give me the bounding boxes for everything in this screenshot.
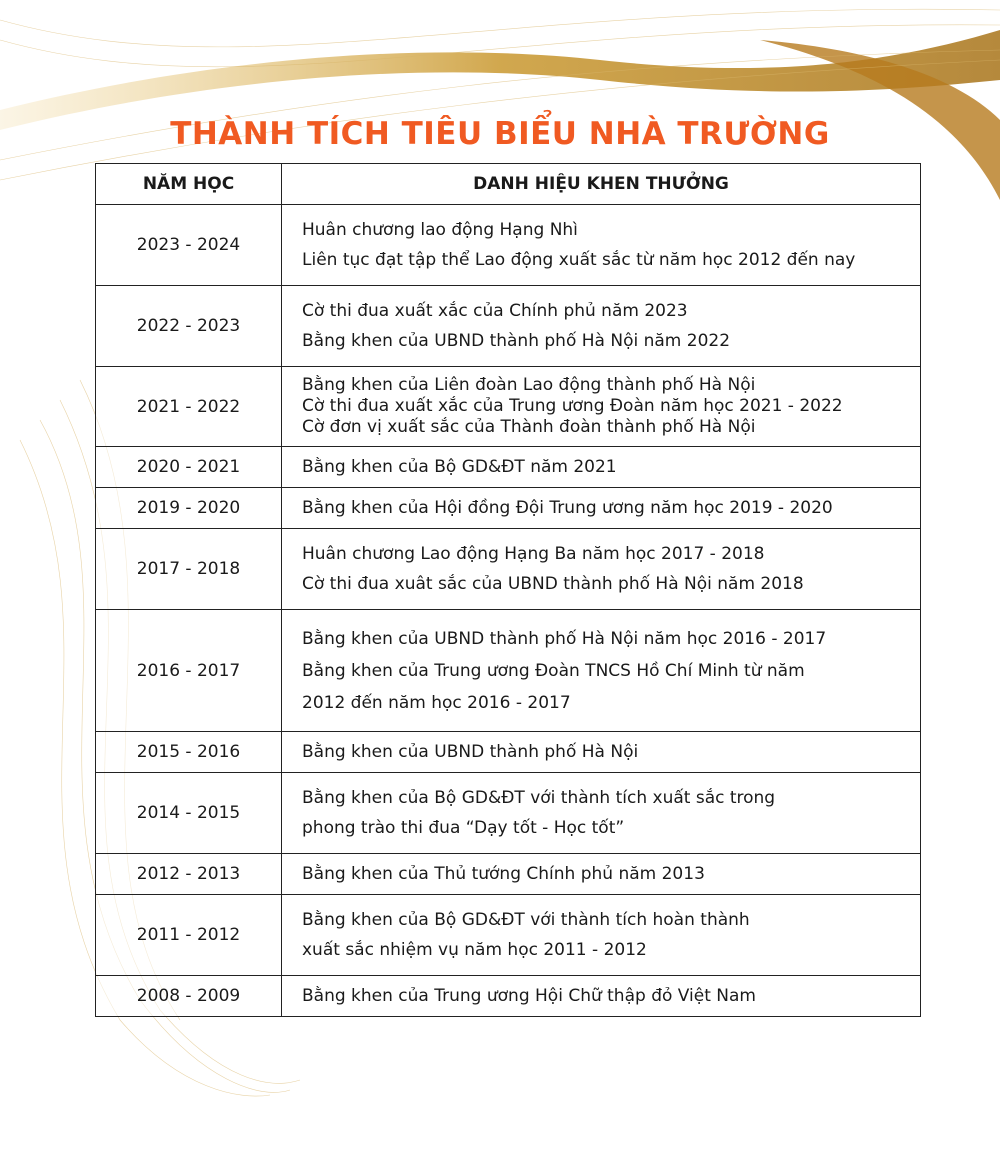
award-cell <box>282 895 921 976</box>
table-row <box>96 773 921 854</box>
year-cell: 2015 - 2016 <box>96 732 282 773</box>
year-cell: 2012 - 2013 <box>96 854 282 895</box>
header-year: NĂM HỌC <box>96 164 282 205</box>
award-line: Bằng khen của UBND thành phố Hà Nội năm học 2016 - 2017 <box>302 628 827 649</box>
achievements-table <box>95 163 921 1017</box>
award-line: Liên tục đạt tập thể Lao động xuất sắc từ năm học 2012 đến nay <box>302 250 856 270</box>
award-cell <box>282 205 921 286</box>
table-header-row <box>96 164 921 205</box>
award-cell <box>282 976 921 1017</box>
award-line: Cờ thi đua xuât sắc của UBND thành phố Hà Nội năm 2018 <box>302 574 804 594</box>
award-cell <box>282 488 921 529</box>
award-cell <box>282 732 921 773</box>
page-title: THÀNH TÍCH TIÊU BIỂU NHÀ TRƯỜNG <box>170 116 830 152</box>
table-row <box>96 447 921 488</box>
year-cell: 2020 - 2021 <box>96 447 282 488</box>
year-cell: 2022 - 2023 <box>96 286 282 367</box>
award-line: Bằng khen của Bộ GD&ĐT với thành tích xuất sắc trong <box>302 788 776 808</box>
year-cell: 2008 - 2009 <box>96 976 282 1017</box>
award-line: Cờ thi đua xuất xắc của Trung ương Đoàn năm học 2021 - 2022 <box>302 396 843 416</box>
award-line: Bằng khen của Trung ương Hội Chữ thập đỏ Việt Nam <box>302 986 756 1006</box>
table-row <box>96 205 921 286</box>
award-cell <box>282 286 921 367</box>
award-line: Bằng khen của UBND thành phố Hà Nội năm 2022 <box>302 331 731 351</box>
year-cell: 2017 - 2018 <box>96 529 282 610</box>
table-row <box>96 895 921 976</box>
award-cell <box>282 610 921 732</box>
table-row <box>96 976 921 1017</box>
award-line: Bằng khen của Liên đoàn Lao động thành phố Hà Nội <box>302 375 756 395</box>
award-line: Bằng khen của Trung ương Đoàn TNCS Hồ Chí Minh từ năm <box>302 660 805 681</box>
table-row <box>96 367 921 447</box>
year-cell: 2021 - 2022 <box>96 367 282 447</box>
award-line: phong trào thi đua “Dạy tốt - Học tốt” <box>302 818 625 838</box>
award-line: Cờ đơn vị xuất sắc của Thành đoàn thành phố Hà Nội <box>302 417 756 437</box>
award-line: Bằng khen của Bộ GD&ĐT năm 2021 <box>302 457 617 477</box>
table-row <box>96 529 921 610</box>
award-cell <box>282 854 921 895</box>
year-cell: 2016 - 2017 <box>96 610 282 732</box>
year-cell: 2023 - 2024 <box>96 205 282 286</box>
award-line: Cờ thi đua xuất xắc của Chính phủ năm 2023 <box>302 301 688 321</box>
table-row <box>96 488 921 529</box>
award-line: Bằng khen của Bộ GD&ĐT với thành tích hoàn thành <box>302 910 750 930</box>
award-cell <box>282 529 921 610</box>
award-line: 2012 đến năm học 2016 - 2017 <box>302 692 571 713</box>
award-line: Huân chương lao động Hạng Nhì <box>302 220 578 240</box>
table-row <box>96 854 921 895</box>
award-line: Bằng khen của Hội đồng Đội Trung ương năm học 2019 - 2020 <box>302 498 833 518</box>
award-line: Huân chương Lao động Hạng Ba năm học 2017 - 2018 <box>302 544 765 564</box>
year-cell: 2019 - 2020 <box>96 488 282 529</box>
table-row <box>96 732 921 773</box>
table-row <box>96 286 921 367</box>
award-cell <box>282 773 921 854</box>
award-cell <box>282 447 921 488</box>
award-line: Bằng khen của UBND thành phố Hà Nội <box>302 742 639 762</box>
header-award: DANH HIỆU KHEN THƯỞNG <box>282 164 921 205</box>
award-cell <box>282 367 921 447</box>
award-line: xuất sắc nhiệm vụ năm học 2011 - 2012 <box>302 940 647 960</box>
year-cell: 2011 - 2012 <box>96 895 282 976</box>
award-line: Bằng khen của Thủ tướng Chính phủ năm 2013 <box>302 864 705 884</box>
year-cell: 2014 - 2015 <box>96 773 282 854</box>
table-row <box>96 610 921 732</box>
